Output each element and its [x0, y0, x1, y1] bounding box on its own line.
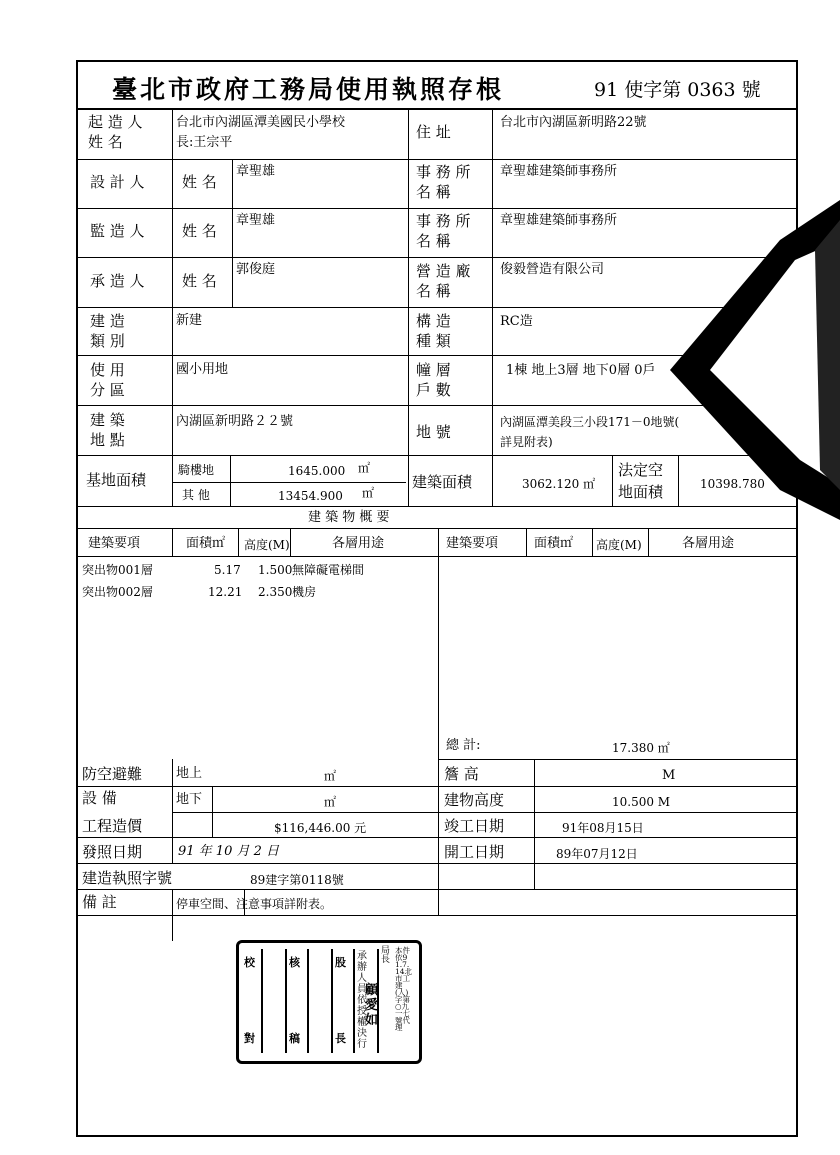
remarks-label: 備 註	[82, 893, 117, 911]
lot-value-1: 內湖區潭美段三小段171－0地號(	[500, 415, 680, 429]
designer-name: 章聖雄	[236, 164, 276, 179]
arcade-label: 騎樓地	[178, 463, 215, 477]
completion-label: 竣工日期	[444, 817, 505, 835]
construction-permit-value: 89建字第0118號	[250, 873, 344, 887]
stamp-review-label: 核	[289, 956, 300, 969]
eave-unit: M	[662, 768, 676, 783]
scan-artifact	[640, 130, 840, 690]
permit-number: 91 使字第 0363 號	[594, 79, 761, 101]
builder-value-1: 台北市內湖區潭美國民小學校	[176, 115, 346, 130]
legal-open-label-2: 地面積	[618, 483, 664, 501]
cost-label: 工程造價	[82, 817, 143, 835]
supervisor-office-label-2: 名 稱	[416, 232, 451, 250]
approval-stamp	[236, 940, 422, 1064]
stamp-chief-label-2: 長	[335, 1032, 346, 1045]
table-row-2-height: 2.350	[258, 585, 293, 599]
contractor-firm-label-2: 名 稱	[416, 282, 451, 300]
designer-office: 章聖雄建築師事務所	[500, 164, 618, 179]
stamp-director-name: 顧 愛 如	[365, 983, 392, 1028]
other-unit: ㎡	[362, 486, 375, 500]
shelter-above-unit: ㎡	[324, 769, 337, 783]
shelter-label-1: 防空避難	[82, 765, 143, 783]
designer-name-label: 姓 名	[182, 173, 217, 191]
table-row-1-height: 1.500	[258, 563, 293, 577]
table-row-1-area: 5.17	[214, 563, 241, 577]
total-value: 17.380 ㎡	[612, 741, 670, 755]
location-label-1: 建 築	[90, 411, 125, 429]
stamp-review-label-2: 稿	[289, 1032, 300, 1045]
col-use-right: 各層用途	[682, 536, 735, 551]
completion-value: 91年08月15日	[562, 821, 644, 835]
structure-value: RC造	[500, 314, 533, 329]
address-value: 台北市內湖區新明路22號	[500, 115, 647, 130]
location-label-2: 地 點	[90, 431, 125, 449]
zoning-label-1: 使 用	[90, 361, 125, 379]
title-bar	[78, 62, 796, 110]
document-title: 臺北市政府工務局使用執照存根	[112, 75, 505, 104]
shelter-above-label: 地上	[176, 766, 203, 781]
building-area-value: 3062.120 ㎡	[522, 477, 596, 491]
supervisor-role: 監 造 人	[90, 222, 145, 240]
col-use-left: 各層用途	[332, 536, 385, 551]
table-row-2-area: 12.21	[208, 585, 243, 599]
legal-open-label-1: 法定空	[618, 461, 664, 479]
supervisor-name-label: 姓 名	[182, 222, 217, 240]
shelter-below-unit: ㎡	[324, 795, 337, 809]
contractor-name: 郭俊庭	[236, 262, 276, 277]
building-area-label: 建築面積	[412, 473, 473, 491]
table-row-1-use: 無障礙電梯間	[292, 563, 365, 577]
building-height-label: 建物高度	[444, 791, 505, 809]
structure-label-1: 構 造	[416, 312, 451, 330]
col-area-left: 面積㎡	[186, 536, 226, 551]
legal-open-value: 10398.780	[700, 477, 765, 491]
eave-label: 簷 高	[444, 765, 479, 783]
supervisor-name: 章聖雄	[236, 213, 276, 228]
building-type-value: 新建	[176, 313, 203, 328]
floors-label-2: 戶 數	[416, 381, 451, 399]
issue-value: 91 年 10 月 2 日	[178, 844, 280, 859]
table-row-1-item: 突出物001層	[82, 563, 153, 577]
site-area-label: 基地面積	[86, 471, 147, 489]
col-area-right: 面積㎡	[534, 536, 574, 551]
builder-label-1: 起 造 人	[88, 113, 143, 131]
building-type-label-2: 類 別	[90, 332, 125, 350]
col-height-right: 高度(M)	[596, 538, 642, 552]
supervisor-office: 章聖雄建築師事務所	[500, 213, 618, 228]
remarks-value: 停車空間、注意事項詳附表。	[176, 897, 333, 911]
location-value: 內湖區新明路２２號	[176, 414, 294, 429]
builder-label-2: 姓 名	[88, 133, 123, 151]
stamp-check-label-2: 對	[244, 1032, 255, 1045]
start-label: 開工日期	[444, 843, 505, 861]
shelter-below-label: 地下	[176, 792, 203, 807]
other-label: 其 他	[182, 488, 210, 502]
zoning-value: 國小用地	[176, 362, 229, 377]
contractor-role: 承 造 人	[90, 272, 145, 290]
arcade-value: 1645.000	[288, 464, 346, 478]
designer-office-label-2: 名 稱	[416, 183, 451, 201]
structure-label-2: 種 類	[416, 332, 451, 350]
issue-label: 發照日期	[82, 843, 143, 861]
shelter-label-2: 設 備	[82, 789, 117, 807]
zoning-label-2: 分 區	[90, 381, 125, 399]
supervisor-office-label-1: 事 務 所	[416, 212, 471, 230]
builder-value-2: 長:王宗平	[176, 135, 233, 150]
total-label: 總 計:	[446, 738, 481, 753]
stamp-check-label: 校	[244, 956, 255, 969]
lot-value-2: 詳見附表)	[500, 435, 553, 449]
building-height-value: 10.500 M	[612, 795, 671, 809]
table-row-2-use: 機房	[292, 585, 317, 599]
floors-label-1: 幢 層	[416, 361, 451, 379]
address-label: 住 址	[416, 123, 451, 141]
lot-label: 地 號	[416, 423, 451, 441]
stamp-chief-label: 股	[335, 956, 346, 969]
table-row-2-item: 突出物002層	[82, 585, 153, 599]
contractor-firm-label-1: 營 造 廠	[416, 262, 471, 280]
col-height-left: 高度(M)	[244, 538, 290, 552]
floors-value: 1棟 地上3層 地下0層 0戶	[506, 363, 656, 378]
stamp-approval-note: 承辦人員依授權決行	[357, 951, 367, 1050]
col-item-right: 建築要項	[446, 536, 499, 551]
other-value: 13454.900	[278, 489, 343, 503]
building-type-label-1: 建 造	[90, 312, 125, 330]
cost-value: $116,446.00 元	[274, 821, 367, 835]
designer-role: 設 計 人	[90, 173, 145, 191]
summary-title: 建 築 物 概 要	[308, 510, 390, 525]
contractor-firm: 俊毅營造有限公司	[500, 262, 605, 277]
designer-office-label-1: 事 務 所	[416, 163, 471, 181]
stamp-authority-text: 本件依91.7.14北市工建(人)字第○九一七號代理	[395, 946, 413, 1032]
start-value: 89年07月12日	[556, 847, 638, 861]
stamp-director-title: 局長	[381, 946, 391, 965]
construction-permit-label: 建造執照字號	[82, 869, 173, 887]
arcade-unit: ㎡	[358, 461, 371, 475]
col-item-left: 建築要項	[88, 536, 141, 551]
contractor-name-label: 姓 名	[182, 272, 217, 290]
